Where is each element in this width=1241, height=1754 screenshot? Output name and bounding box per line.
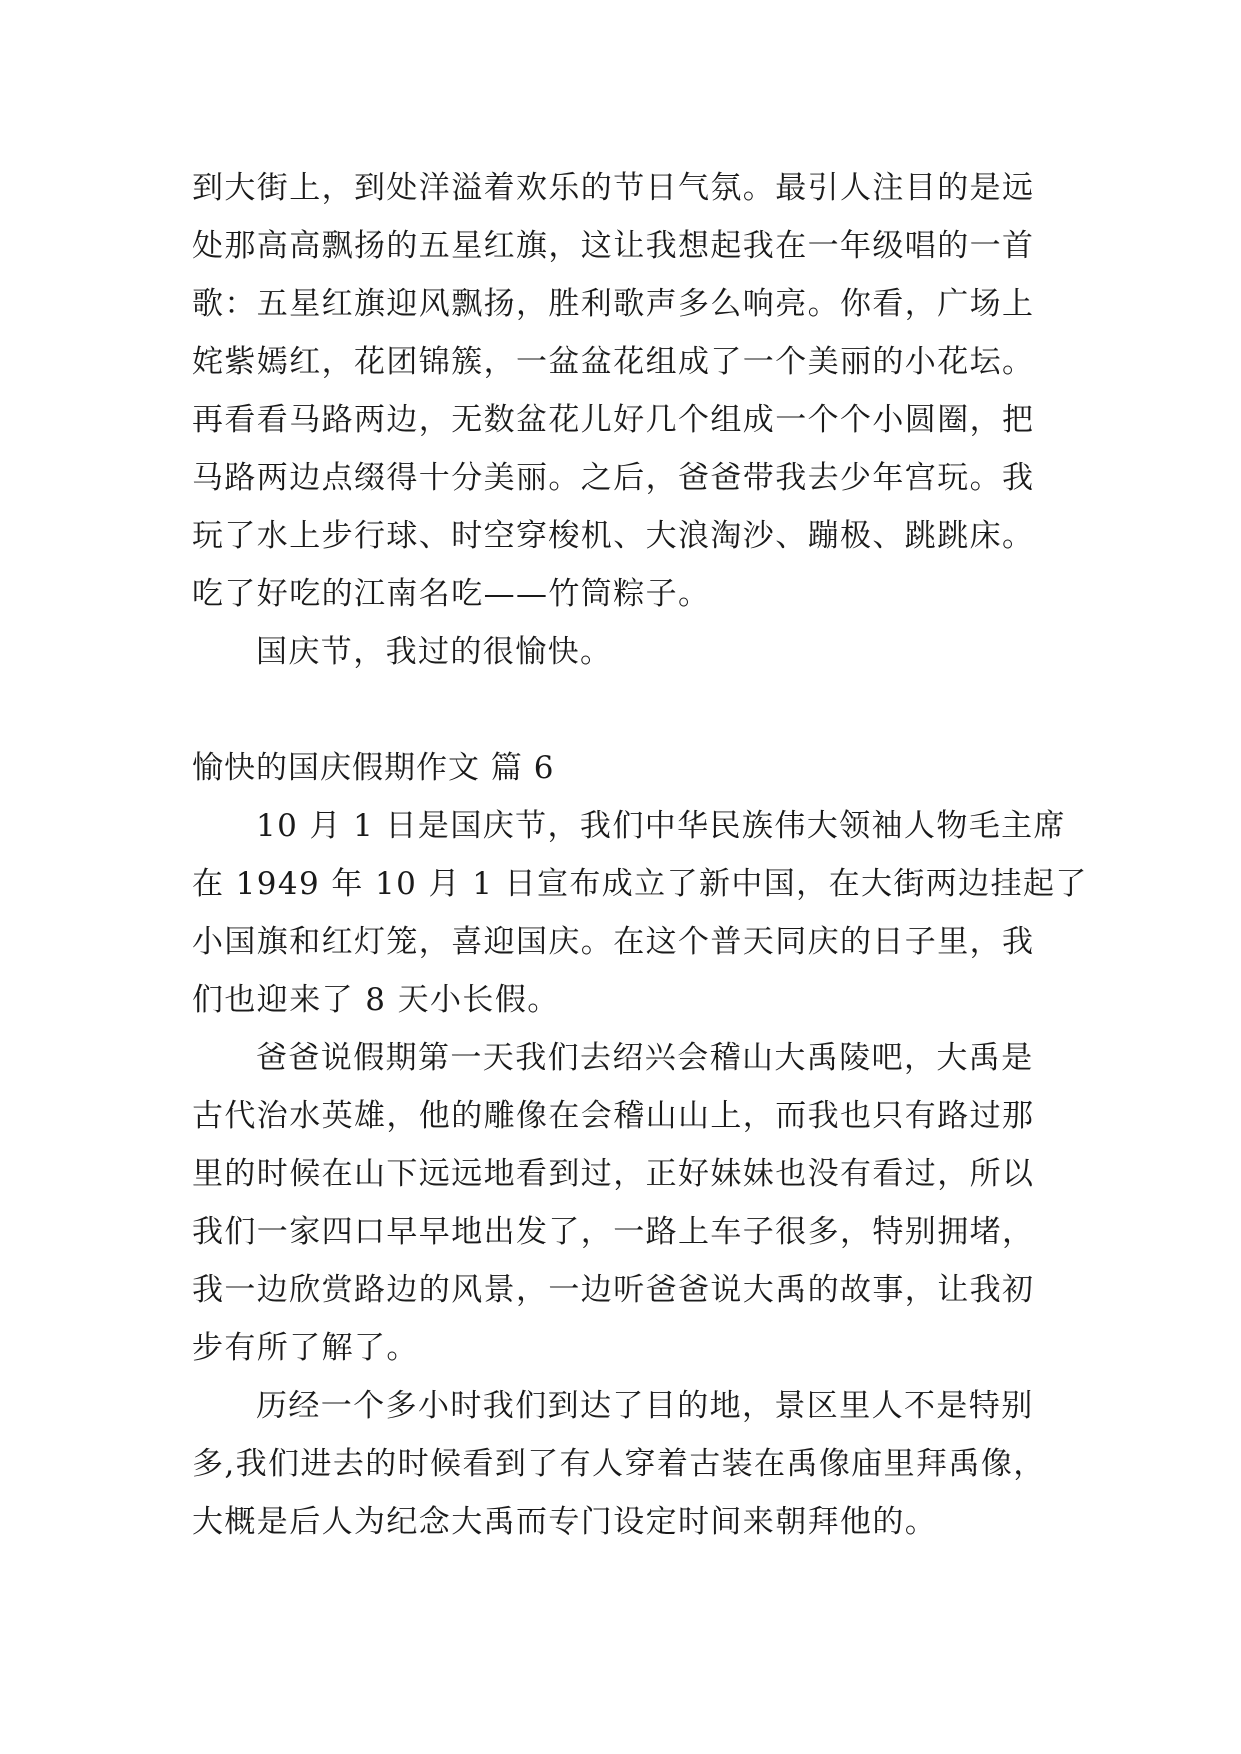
paragraph-line: 我们一家四口早早地出发了，一路上车子很多，特别拥堵， — [192, 1214, 1035, 1250]
paragraph-line: 爸爸说假期第一天我们去绍兴会稽山大禹陵吧，大禹是 — [256, 1040, 1034, 1076]
paragraph-line: 再看看马路两边，无数盆花儿好几个组成一个个小圆圈，把 — [192, 402, 1035, 438]
paragraph-line: 步有所了解了。 — [192, 1330, 419, 1366]
paragraph-line: 历经一个多小时我们到达了目的地，景区里人不是特别 — [256, 1388, 1034, 1424]
paragraph-line: 处那高高飘扬的五星红旗，这让我想起我在一年级唱的一首 — [192, 228, 1035, 264]
paragraph-line: 马路两边点缀得十分美丽。之后，爸爸带我去少年宫玩。我 — [192, 460, 1035, 496]
paragraph-line: 歌：五星红旗迎风飘扬，胜利歌声多么响亮。你看，广场上 — [192, 286, 1035, 322]
essay-title: 愉快的国庆假期作文 篇 6 — [192, 750, 555, 786]
paragraph-line: 我一边欣赏路边的风景，一边听爸爸说大禹的故事，让我初 — [192, 1272, 1035, 1308]
paragraph-line: 大概是后人为纪念大禹而专门设定时间来朝拜他的。 — [192, 1504, 938, 1540]
paragraph-line: 玩了水上步行球、时空穿梭机、大浪淘沙、蹦极、跳跳床。 — [192, 518, 1035, 554]
paragraph-line: 小国旗和红灯笼，喜迎国庆。在这个普天同庆的日子里，我 — [192, 924, 1035, 960]
paragraph-line: 10 月 1 日是国庆节，我们中华民族伟大领袖人物毛主席 — [256, 808, 1066, 844]
paragraph-line: 多,我们进去的时候看到了有人穿着古装在禹像庙里拜禹像， — [192, 1446, 1046, 1482]
paragraph-line: 到大街上，到处洋溢着欢乐的节日气氛。最引人注目的是远 — [192, 170, 1035, 206]
closing-line: 国庆节，我过的很愉快。 — [256, 634, 613, 670]
paragraph-line: 吃了好吃的江南名吃——竹筒粽子。 — [192, 576, 711, 612]
paragraph-line: 在 1949 年 10 月 1 日宣布成立了新中国，在大街两边挂起了 — [192, 866, 1088, 902]
paragraph-line: 姹紫嫣红，花团锦簇，一盆盆花组成了一个美丽的小花坛。 — [192, 344, 1035, 380]
paragraph-line: 们也迎来了 8 天小长假。 — [192, 982, 560, 1018]
paragraph-line: 里的时候在山下远远地看到过，正好妹妹也没有看过，所以 — [192, 1156, 1035, 1192]
paragraph-line: 古代治水英雄，他的雕像在会稽山山上，而我也只有路过那 — [192, 1098, 1035, 1134]
